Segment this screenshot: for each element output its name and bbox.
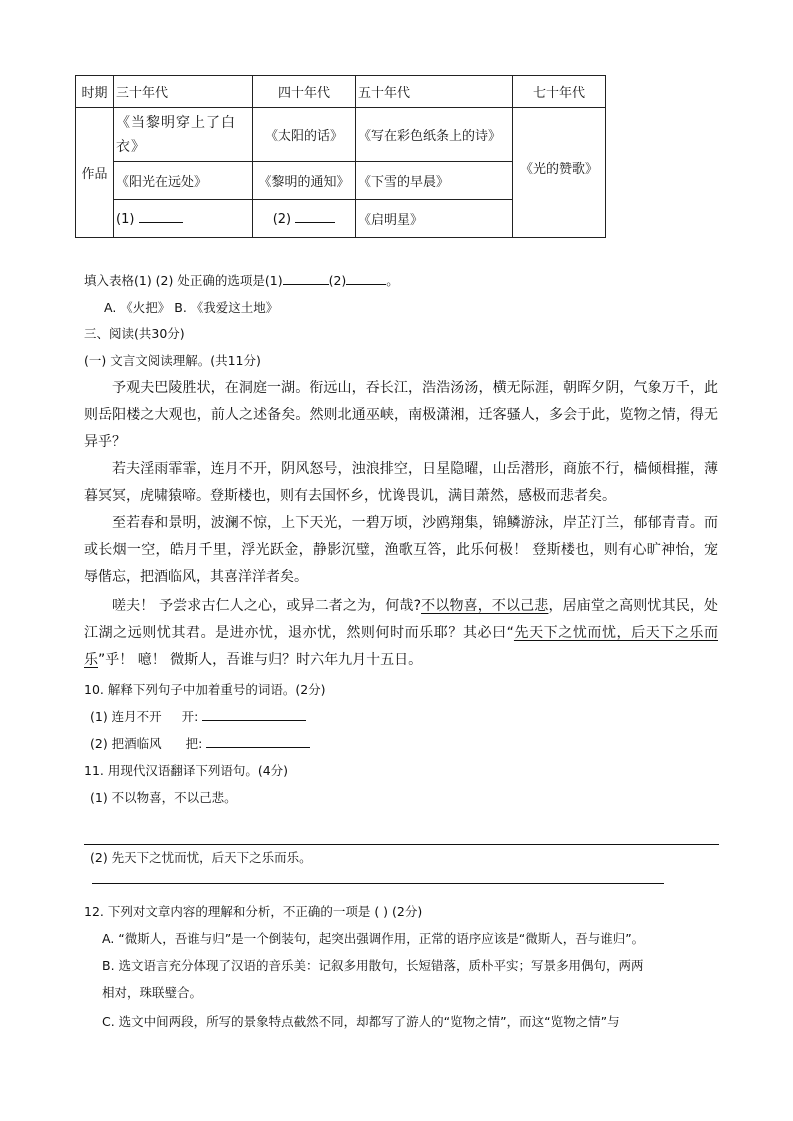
q10-item-2-word: 把: bbox=[185, 736, 203, 751]
passage-paragraph-4 bbox=[84, 593, 718, 674]
q11-title: 11. 用现代汉语翻译下列语句。(4分) bbox=[84, 763, 289, 778]
q10-item-1-word: 开: bbox=[181, 709, 199, 724]
blank-1[interactable] bbox=[139, 210, 183, 223]
q10-item-1-sentence: (1) 连月不开 bbox=[90, 709, 162, 724]
header-1940s: 四十年代 bbox=[253, 76, 356, 108]
q10-title: 10. 解释下列句子中加着重号的词语。(2分) bbox=[84, 682, 326, 697]
fill-question bbox=[84, 271, 399, 289]
q12-option-b-line-1: B. 选文语言充分体现了汉语的音乐美：记叙多用散句，长短错落，质朴平实；写景多用偶句，两两 bbox=[102, 958, 644, 973]
p4-part-c: ”乎！ 噫！ 微斯人，吾谁与归？时六年九月十五日。 bbox=[98, 652, 423, 668]
q11-item-2: (2) 先天下之忧而忧，后天下之乐而乐。 bbox=[90, 850, 312, 865]
q12-option-c: C. 选文中间两段，所写的景象特点截然不同，却都写了游人的“览物之情”，而这“览物之情”与 bbox=[102, 1014, 620, 1029]
work-1970s: 《光的赞歌》 bbox=[513, 108, 606, 238]
header-1950s: 五十年代 bbox=[356, 76, 513, 108]
poetry-works-table bbox=[75, 75, 606, 238]
q12-option-b-line-2: 相对，珠联璧合。 bbox=[102, 985, 203, 1000]
work-1940s-2: 《黎明的通知》 bbox=[253, 162, 356, 200]
header-1970s: 七十年代 bbox=[513, 76, 606, 108]
work-1950s-2: 《下雪的早晨》 bbox=[356, 162, 513, 200]
passage-paragraph-3: 至若春和景明，波澜不惊，上下天光，一碧万顷，沙鸥翔集，锦鳞游泳，岸芷汀兰，郁郁青青。而或长烟一空，皓月千里，浮光跃金，静影沉璧，渔歌互答，此乐何极！ 登斯楼也，则有心旷神怡，宠辱偕忘，把酒临风，其喜洋洋者矣。 bbox=[84, 515, 718, 585]
work-1930s-blank-cell bbox=[114, 200, 253, 238]
q10-answer-1[interactable] bbox=[202, 708, 306, 721]
header-1930s: 三十年代 bbox=[114, 76, 253, 108]
q10-item-2-sentence: (2) 把酒临风 bbox=[90, 736, 162, 751]
fill-question-prompt: 填入表格(1) (2) 处正确的选项是(1) bbox=[84, 273, 283, 288]
work-1940s-1: 《太阳的话》 bbox=[253, 108, 356, 162]
work-1940s-blank-cell bbox=[253, 200, 356, 238]
q10-answer-2[interactable] bbox=[206, 735, 310, 748]
p4-underlined-2: 先天下之忧而忧，后天下之乐而乐 bbox=[84, 625, 718, 668]
fill-blank-2[interactable] bbox=[346, 272, 386, 285]
q11-answer-line-2[interactable] bbox=[92, 883, 664, 884]
fill-question-mid: (2) bbox=[328, 273, 347, 288]
header-period: 时期 bbox=[76, 76, 114, 108]
fill-question-end: 。 bbox=[386, 273, 399, 288]
q10-item-2 bbox=[90, 734, 310, 752]
q12-option-a: A. “微斯人，吾谁与归”是一个倒装句，起突出强调作用，正常的语序应该是“微斯人，吾与谁归”。 bbox=[102, 931, 645, 946]
subsection-title: (一) 文言文阅读理解。(共11分) bbox=[84, 353, 261, 368]
section-title: 三、阅读(共30分) bbox=[84, 326, 185, 341]
fill-question-options: A. 《火把》 B. 《我爱这土地》 bbox=[104, 300, 279, 315]
p4-part-b: ，居庙堂之高则忧其民，处江湖之远则忧其君。是进亦忧，退亦忧，然则何时而乐耶？其必曰“ bbox=[84, 598, 718, 641]
q11-answer-line-1[interactable] bbox=[84, 844, 719, 845]
p4-part-a: 嗟夫！ 予尝求古仁人之心，或异二者之为，何哉? bbox=[112, 598, 422, 614]
work-1950s-3: 《启明星》 bbox=[356, 200, 513, 238]
q12-title: 12. 下列对文章内容的理解和分析，不正确的一项是 ( ) (2分) bbox=[84, 904, 423, 919]
work-1930s-2: 《阳光在远处》 bbox=[114, 162, 253, 200]
passage-paragraph-2: 若夫淫雨霏霏，连月不开，阴风怒号，浊浪排空，日星隐曜，山岳潜形，商旅不行，樯倾楫摧，薄暮冥冥，虎啸猿啼。登斯楼也，则有去国怀乡，忧谗畏讥，满目萧然，感极而悲者矣。 bbox=[84, 461, 718, 504]
passage-paragraph-1: 予观夫巴陵胜状，在洞庭一湖。衔远山，吞长江，浩浩汤汤，横无际涯，朝晖夕阴，气象万千，此则岳阳楼之大观也，前人之述备矣。然则北通巫峡，南极潇湘，迁客骚人，多会于此，览物之情，得无异乎？ bbox=[84, 380, 718, 450]
p4-underlined-1: 不以物喜，不以己悲 bbox=[421, 598, 549, 614]
q11-item-1: (1) 不以物喜，不以己悲。 bbox=[90, 790, 237, 805]
blank-2[interactable] bbox=[295, 210, 335, 223]
blank-label-1: (1) bbox=[116, 212, 135, 227]
q10-item-1 bbox=[90, 707, 306, 725]
work-1930s-1: 《当黎明穿上了白衣》 bbox=[114, 108, 253, 162]
fill-blank-1[interactable] bbox=[283, 272, 329, 285]
blank-label-2: (2) bbox=[272, 212, 292, 227]
row-label-works: 作品 bbox=[76, 108, 114, 238]
work-1950s-1: 《写在彩色纸条上的诗》 bbox=[356, 108, 513, 162]
